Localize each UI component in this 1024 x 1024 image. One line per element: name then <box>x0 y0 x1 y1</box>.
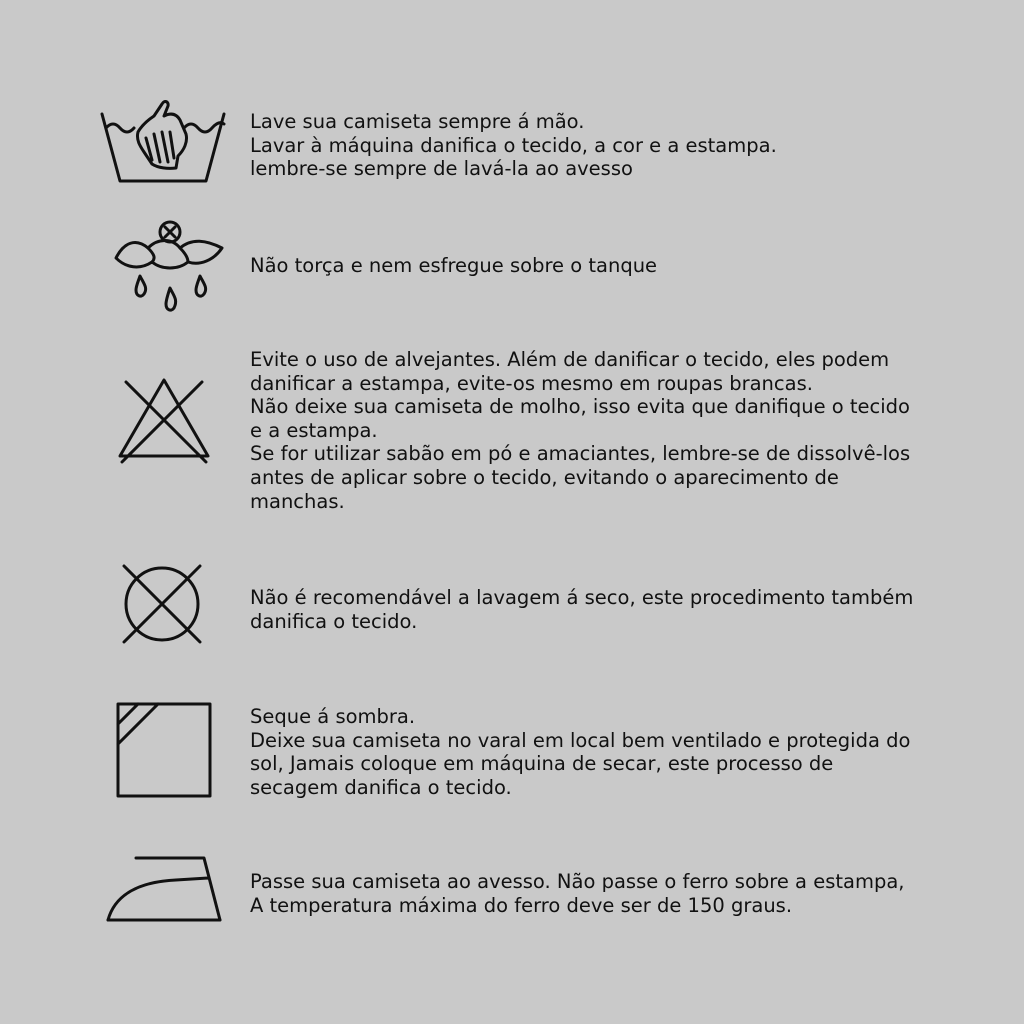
text-line: Passe sua camiseta ao avesso. Não passe o ferro sobre a estampa, <box>250 870 905 893</box>
care-instruction-text <box>250 586 940 633</box>
text-line: A temperatura máxima do ferro deve ser de 150 graus. <box>250 893 793 917</box>
text-line: Se for utilizar sabão em pó e amaciantes, lembre-se de dissolvê-los <box>250 442 911 466</box>
hand-wash-icon <box>96 98 232 188</box>
care-instruction-text <box>250 254 940 278</box>
text-line: e a estampa. <box>250 418 378 442</box>
text-line: manchas. <box>250 489 345 513</box>
text-line: lembre-se sempre de lavá-la ao avesso <box>250 157 633 181</box>
no-dry-clean-icon <box>96 562 232 646</box>
text-line: Não deixe sua camiseta de molho, isso evita que danifique o tecido <box>250 395 910 419</box>
text-line: secagem danifica o tecido. <box>250 775 512 799</box>
text-line: Seque á sombra. <box>250 705 416 728</box>
text-line: Não torça e nem esfregue sobre o tanque <box>250 254 658 277</box>
no-bleach-icon <box>96 376 232 466</box>
text-line: danificar a estampa, evite-os mesmo em roupas brancas. <box>250 371 813 395</box>
text-line: danifica o tecido. <box>250 609 418 633</box>
text-line: Lavar à máquina danifica o tecido, a cor e a estampa. <box>250 133 777 157</box>
text-line: Deixe sua camiseta no varal em local bem ventilado e protegida do <box>250 728 911 752</box>
do-not-wring-icon <box>96 218 232 322</box>
care-instruction-text <box>250 348 940 513</box>
text-line: Lave sua camiseta sempre á mão. <box>250 110 585 133</box>
iron-icon <box>96 852 232 926</box>
care-instruction-text <box>250 705 940 799</box>
care-instruction-text <box>250 870 940 917</box>
text-line: sol, Jamais coloque em máquina de secar, este processo de <box>250 752 834 776</box>
text-line: antes de aplicar sobre o tecido, evitando o aparecimento de <box>250 465 839 489</box>
care-instruction-text <box>250 110 940 181</box>
text-line: Evite o uso de alvejantes. Além de danificar o tecido, eles podem <box>250 348 890 371</box>
text-line: Não é recomendável a lavagem á seco, este procedimento também <box>250 586 914 609</box>
dry-in-shade-icon <box>96 700 232 800</box>
